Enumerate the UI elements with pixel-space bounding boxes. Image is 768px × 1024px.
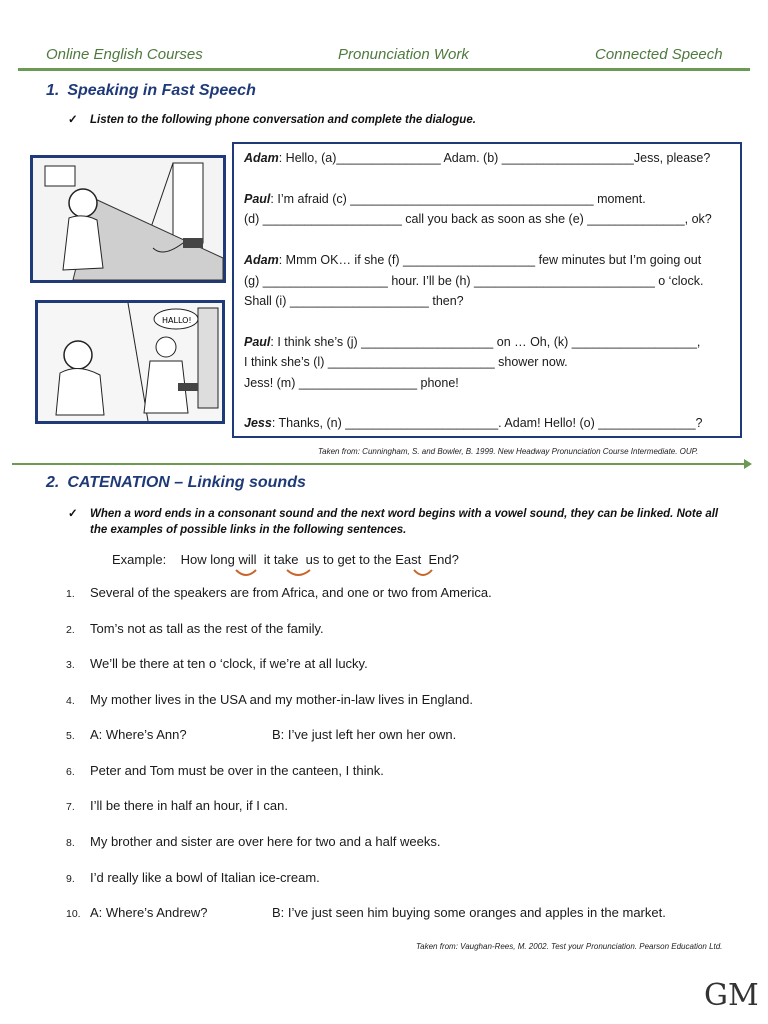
header-course: Online English Courses	[46, 46, 203, 63]
source-citation-2: Taken from: Vaughan-Rees, M. 2002. Test your Pronunciation. Pearson Education Ltd.	[416, 942, 723, 951]
section2-instruction: ✓ When a word ends in a consonant sound and the next word begins with a vowel sound, they can be linked. Note all the examples of possible links in the following sentences.	[68, 508, 719, 536]
link-arc-icon	[287, 570, 310, 575]
linking-arcs	[0, 566, 768, 582]
dialogue-line: Shall (i) ____________________ then?	[244, 294, 464, 308]
speech-bubble-text: HALLO!	[162, 316, 192, 325]
exercise-sentence: 8. My brother and sister are over here for two and a half weeks.	[66, 834, 441, 849]
dialogue-line: I think she’s (l) ________________________ shower now.	[244, 355, 568, 369]
dialogue-line: Adam: Hello, (a)_______________ Adam. (b) ___________________Jess, please?	[244, 151, 711, 165]
example-sentence: Example: How long will it take us to get to the East End?	[112, 552, 459, 567]
exercise-sentence: 7. I’ll be there in half an hour, if I can.	[66, 798, 289, 813]
dialogue-line: Adam: Mmm OK… if she (f) ___________________ few minutes but I’m going out	[244, 253, 702, 267]
gm-logo	[702, 975, 759, 1013]
cartoon-illustration-icon	[38, 303, 222, 421]
exercise-sentence: 4. My mother lives in the USA and my mother-in-law lives in England.	[66, 692, 473, 707]
checkmark-icon: ✓	[68, 508, 78, 520]
link-arc-icon	[414, 570, 432, 575]
exercise-sentence: 5. A: Where’s Ann? B: I’ve just left her own her own.	[66, 727, 457, 742]
dialogue-line: Paul: I’m afraid (c) ___________________________________ moment.	[244, 192, 646, 206]
arrow-right-icon	[744, 459, 752, 469]
dialogue-line: (g) __________________ hour. I’ll be (h) __________________________ o ‘clock.	[244, 274, 704, 288]
svg-text:GM: GM	[704, 978, 759, 1013]
header-topic: Pronunciation Work	[338, 46, 469, 63]
header-subtopic: Connected Speech	[595, 46, 723, 63]
section1-title: 1. Speaking in Fast Speech	[46, 82, 256, 99]
exercise-sentence: 2. Tom’s not as tall as the rest of the family.	[66, 621, 324, 636]
dialogue-box	[232, 142, 742, 438]
source-citation-1: Taken from: Cunningham, S. and Bowler, B. 1999. New Headway Pronunciation Course Intermediate. OUP.	[318, 447, 699, 456]
dialogue-line: Jess: Thanks, (n) ______________________. Adam! Hello! (o) ______________?	[244, 416, 703, 430]
dialogue-line: (d) ____________________ call you back as soon as she (e) ______________, ok?	[244, 212, 712, 226]
section2-title: 2. CATENATION – Linking sounds	[46, 474, 306, 491]
dialogue-line: Jess! (m) _________________ phone!	[244, 376, 459, 390]
exercise-sentence: 3. We’ll be there at ten o ‘clock, if we’re at all lucky.	[66, 656, 368, 671]
illustration-phone-call-2	[35, 300, 225, 424]
illustration-phone-call-1	[30, 155, 226, 283]
exercise-sentence: 6. Peter and Tom must be over in the canteen, I think.	[66, 763, 384, 778]
section-divider	[12, 463, 748, 465]
exercise-sentence: 9. I’d really like a bowl of Italian ice-cream.	[66, 870, 320, 885]
section1-instruction: ✓ Listen to the following phone conversation and complete the dialogue.	[68, 114, 476, 126]
header-rule	[18, 68, 750, 71]
cartoon-illustration-icon	[33, 158, 223, 280]
exercise-sentence: 1. Several of the speakers are from Africa, and one or two from America.	[66, 585, 492, 600]
checkmark-icon: ✓	[68, 114, 78, 126]
link-arc-icon	[236, 570, 256, 575]
exercise-sentence: 10. A: Where’s Andrew? B: I’ve just seen him buying some oranges and apples in the market.	[66, 905, 666, 920]
dialogue-line: Paul: I think she’s (j) ___________________ on … Oh, (k) __________________,	[244, 335, 701, 349]
